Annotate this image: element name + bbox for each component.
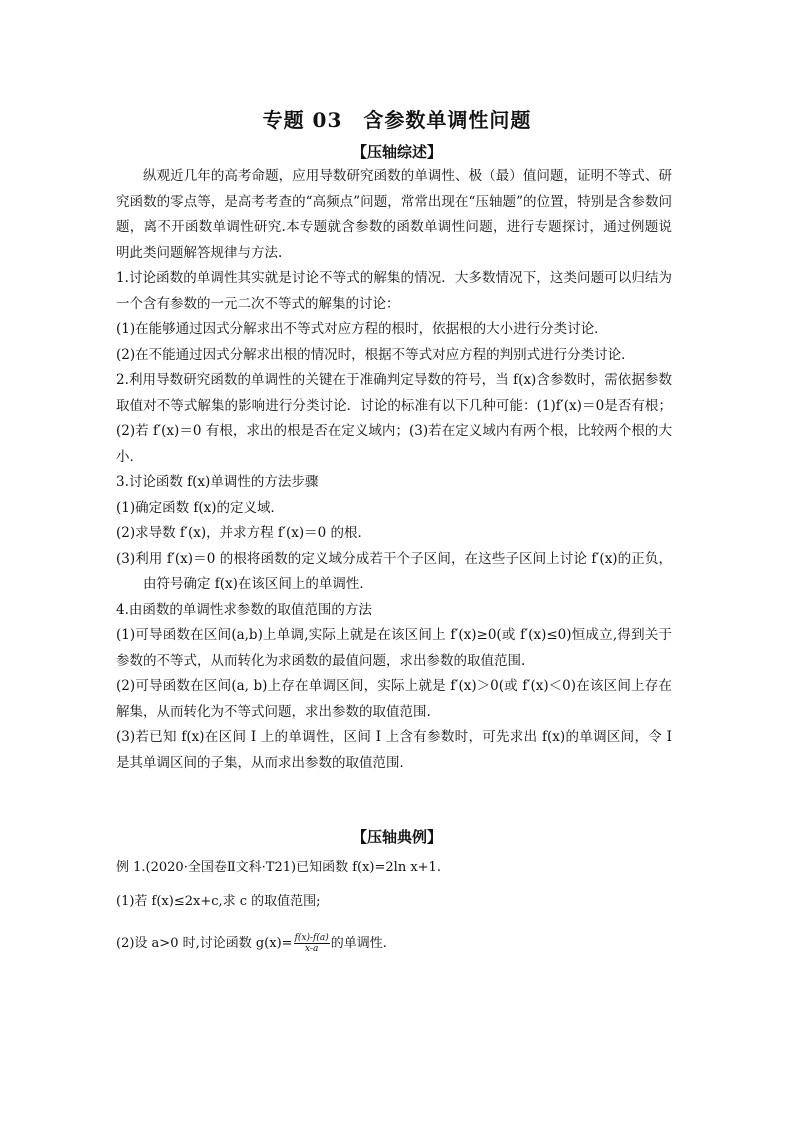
examples-heading: 【压轴典例】 [351, 828, 442, 846]
point-1: 1.讨论函数的单调性其实就是讨论不等式的解集的情况．大多数情况下，这类问题可以归结为一个含有参数的一元二次不等式的解集的讨论： [116, 270, 672, 312]
q2-suffix: 的单调性. [330, 936, 387, 951]
point-4-sub-1: (1)可导函数在区间(a,b)上单调,实际上就是在该区间上 f′(x)≥0(或 f′(x)≤0)恒成立,得到关于参数的不等式，从而转化为求函数的最值问题，求出参数的取值范围. [116, 627, 672, 669]
point-4-sub-3: (3)若已知 f(x)在区间 I 上的单调性，区间 I 上含有参数时，可先求出 f(x)的单调区间，令 I 是其单调区间的子集，从而求出参数的取值范围． [116, 729, 672, 771]
example-1-stem: 例 1.(2020·全国卷Ⅱ文科·T21)已知函数 f(x)=2ln x+1. [116, 860, 441, 875]
intro-paragraph: 纵观近几年的高考命题，应用导数研究函数的单调性、极（最）值问题，证明不等式、研究函数的零点等，是高考考查的“高频点”问题，常常出现在“压轴题”的位置，特别是含参数问题，离不开函数单调性研究.本专题就含参数的函数单调性问题，进行专题探讨，通过例题说明此类问题解答规律与方法. [116, 168, 672, 261]
overview-heading: 【压轴综述】 [351, 143, 442, 161]
example-1 [116, 856, 672, 956]
point-3-sub-2: (2)求导数 f′(x)，并求方程 f′(x)＝0 的根． [116, 525, 372, 541]
point-3-sub-3: (3)利用 f′(x)＝0 的根将函数的定义域分成若干个子区间，在这些子区间上讨论 f′(x)的正负，由符号确定 f(x)在该区间上的单调性． [116, 550, 672, 592]
point-4: 4.由函数的单调性求参数的取值范围的方法 [116, 601, 372, 618]
q2-fraction-numerator: f(x)-f(a) [294, 933, 329, 943]
point-4-sub-2: (2)可导函数在区间(a, b)上存在单调区间，实际上就是 f′(x)＞0(或 f′(x)＜0)在该区间上存在解集，从而转化为不等式问题，求出参数的取值范围. [116, 678, 672, 720]
q2-prefix: (2)设 a>0 时,讨论函数 g(x)= [116, 936, 293, 951]
overview-body [116, 164, 672, 776]
q2-fraction [294, 933, 330, 954]
example-1-question-1: (1)若 f(x)≤2x+c,求 c 的取值范围; [116, 894, 321, 909]
page-title: 专题 03 含参数单调性问题 [262, 108, 532, 132]
point-1-sub-2: (2)在不能通过因式分解求出根的情况时，根据不等式对应方程的判别式进行分类讨论． [116, 346, 635, 363]
point-3: 3.讨论函数 f(x)单调性的方法步骤 [116, 474, 319, 490]
point-1-sub-1: (1)在能够通过因式分解求出不等式对应方程的根时，依据根的大小进行分类讨论． [116, 321, 608, 337]
example-1-question-2 [116, 932, 672, 956]
q2-fraction-denominator: x-a [305, 944, 319, 954]
point-2: 2.利用导数研究函数的单调性的关键在于准确判定导数的符号，当 f(x)含参数时，需依据参数取值对不等式解集的影响进行分类讨论．讨论的标准有以下几种可能：(1)f′(x)＝0是否有根；(2)若 f′(x)＝0 有根，求出的根是否在定义域内；(3)若在定义域内有两个根，比较两个根的大小． [116, 372, 672, 465]
point-3-sub-1: (1)确定函数 f(x)的定义域． [116, 499, 285, 516]
